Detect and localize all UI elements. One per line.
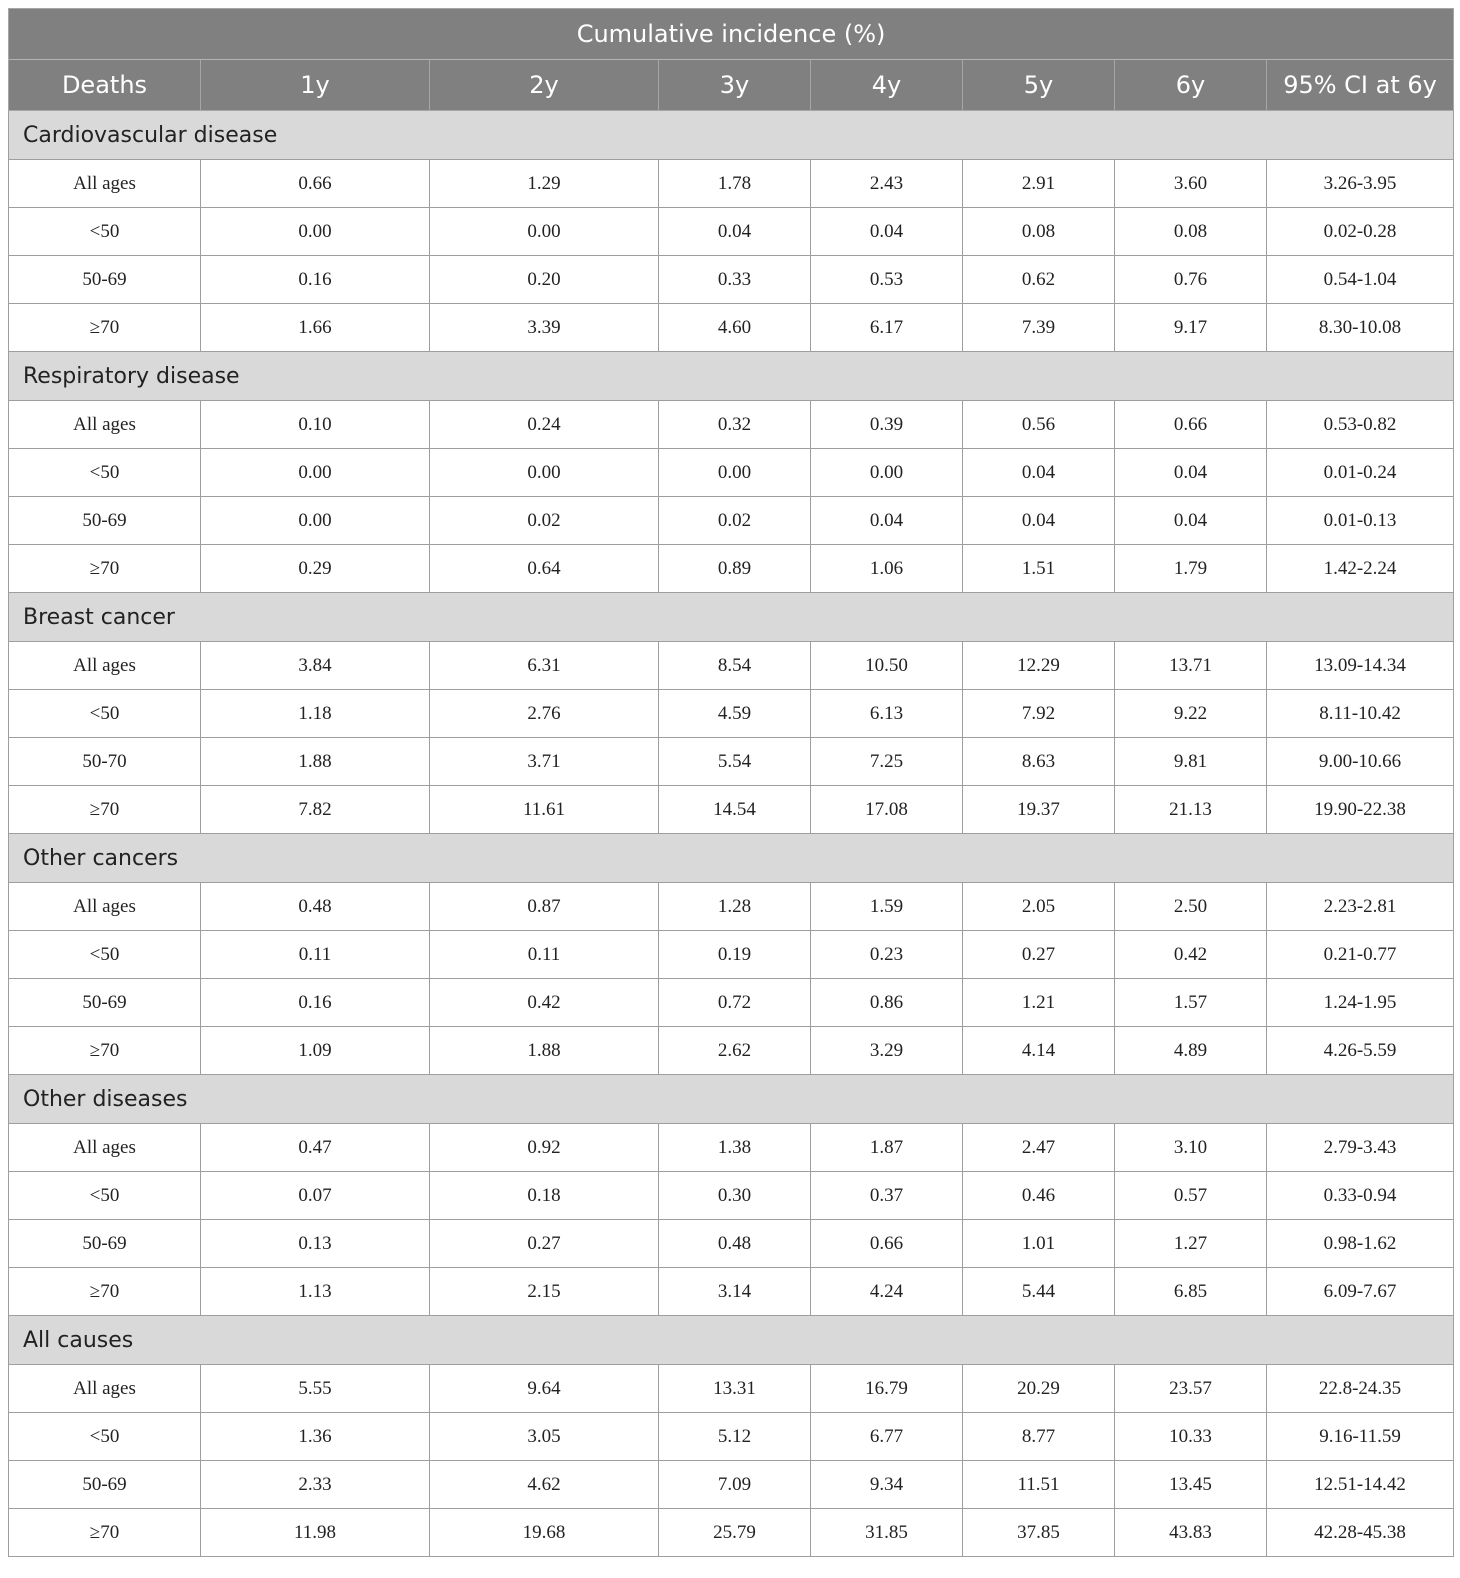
section-row bbox=[9, 111, 1454, 160]
age-group-cell: All ages bbox=[9, 1365, 201, 1413]
title-row bbox=[9, 9, 1454, 60]
value-3y-cell: 0.48 bbox=[659, 1220, 811, 1268]
header-3y: 3y bbox=[659, 60, 811, 111]
value-1y-cell: 0.10 bbox=[201, 401, 430, 449]
table-row bbox=[9, 1124, 1454, 1172]
value-4y-cell: 0.00 bbox=[811, 449, 963, 497]
table-row bbox=[9, 1172, 1454, 1220]
value-2y-cell: 0.00 bbox=[430, 449, 659, 497]
ci-6y-cell: 4.26-5.59 bbox=[1267, 1027, 1454, 1075]
value-3y-cell: 4.60 bbox=[659, 304, 811, 352]
value-4y-cell: 2.43 bbox=[811, 160, 963, 208]
ci-6y-cell: 0.33-0.94 bbox=[1267, 1172, 1454, 1220]
value-6y-cell: 1.57 bbox=[1115, 979, 1267, 1027]
table-row bbox=[9, 1413, 1454, 1461]
value-3y-cell: 0.30 bbox=[659, 1172, 811, 1220]
age-group-cell: 50-69 bbox=[9, 979, 201, 1027]
value-2y-cell: 3.39 bbox=[430, 304, 659, 352]
value-5y-cell: 1.21 bbox=[963, 979, 1115, 1027]
value-5y-cell: 2.47 bbox=[963, 1124, 1115, 1172]
table-container bbox=[8, 8, 1453, 1557]
header-row bbox=[9, 60, 1454, 111]
value-2y-cell: 0.11 bbox=[430, 931, 659, 979]
ci-6y-cell: 1.24-1.95 bbox=[1267, 979, 1454, 1027]
table-row bbox=[9, 642, 1454, 690]
value-1y-cell: 5.55 bbox=[201, 1365, 430, 1413]
ci-6y-cell: 42.28-45.38 bbox=[1267, 1509, 1454, 1557]
table-row bbox=[9, 401, 1454, 449]
value-1y-cell: 0.16 bbox=[201, 256, 430, 304]
ci-6y-cell: 22.8-24.35 bbox=[1267, 1365, 1454, 1413]
value-5y-cell: 1.51 bbox=[963, 545, 1115, 593]
age-group-cell: <50 bbox=[9, 1413, 201, 1461]
value-1y-cell: 0.00 bbox=[201, 208, 430, 256]
value-1y-cell: 0.00 bbox=[201, 449, 430, 497]
value-5y-cell: 0.46 bbox=[963, 1172, 1115, 1220]
value-6y-cell: 0.08 bbox=[1115, 208, 1267, 256]
value-5y-cell: 20.29 bbox=[963, 1365, 1115, 1413]
value-1y-cell: 2.33 bbox=[201, 1461, 430, 1509]
age-group-cell: <50 bbox=[9, 931, 201, 979]
table-row bbox=[9, 786, 1454, 834]
age-group-cell: ≥70 bbox=[9, 1509, 201, 1557]
value-6y-cell: 0.66 bbox=[1115, 401, 1267, 449]
value-2y-cell: 0.42 bbox=[430, 979, 659, 1027]
value-4y-cell: 1.59 bbox=[811, 883, 963, 931]
value-3y-cell: 7.09 bbox=[659, 1461, 811, 1509]
value-1y-cell: 1.88 bbox=[201, 738, 430, 786]
value-1y-cell: 0.07 bbox=[201, 1172, 430, 1220]
value-4y-cell: 1.87 bbox=[811, 1124, 963, 1172]
value-2y-cell: 0.00 bbox=[430, 208, 659, 256]
value-3y-cell: 5.12 bbox=[659, 1413, 811, 1461]
value-4y-cell: 0.53 bbox=[811, 256, 963, 304]
value-1y-cell: 0.13 bbox=[201, 1220, 430, 1268]
value-4y-cell: 1.06 bbox=[811, 545, 963, 593]
value-3y-cell: 14.54 bbox=[659, 786, 811, 834]
ci-6y-cell: 6.09-7.67 bbox=[1267, 1268, 1454, 1316]
value-4y-cell: 0.39 bbox=[811, 401, 963, 449]
value-6y-cell: 9.81 bbox=[1115, 738, 1267, 786]
value-1y-cell: 1.13 bbox=[201, 1268, 430, 1316]
value-4y-cell: 10.50 bbox=[811, 642, 963, 690]
ci-6y-cell: 8.11-10.42 bbox=[1267, 690, 1454, 738]
value-1y-cell: 1.09 bbox=[201, 1027, 430, 1075]
age-group-cell: <50 bbox=[9, 208, 201, 256]
table-row bbox=[9, 208, 1454, 256]
age-group-cell: 50-69 bbox=[9, 1220, 201, 1268]
ci-6y-cell: 0.01-0.24 bbox=[1267, 449, 1454, 497]
value-5y-cell: 0.04 bbox=[963, 449, 1115, 497]
section-row bbox=[9, 593, 1454, 642]
age-group-cell: ≥70 bbox=[9, 1268, 201, 1316]
ci-6y-cell: 2.23-2.81 bbox=[1267, 883, 1454, 931]
value-2y-cell: 3.05 bbox=[430, 1413, 659, 1461]
value-6y-cell: 0.42 bbox=[1115, 931, 1267, 979]
table-row bbox=[9, 256, 1454, 304]
value-5y-cell: 2.91 bbox=[963, 160, 1115, 208]
value-3y-cell: 0.33 bbox=[659, 256, 811, 304]
value-6y-cell: 0.57 bbox=[1115, 1172, 1267, 1220]
value-3y-cell: 3.14 bbox=[659, 1268, 811, 1316]
value-3y-cell: 0.02 bbox=[659, 497, 811, 545]
value-3y-cell: 0.72 bbox=[659, 979, 811, 1027]
value-2y-cell: 6.31 bbox=[430, 642, 659, 690]
value-5y-cell: 8.77 bbox=[963, 1413, 1115, 1461]
value-4y-cell: 0.66 bbox=[811, 1220, 963, 1268]
value-4y-cell: 4.24 bbox=[811, 1268, 963, 1316]
value-4y-cell: 0.04 bbox=[811, 208, 963, 256]
value-2y-cell: 1.88 bbox=[430, 1027, 659, 1075]
table-row bbox=[9, 979, 1454, 1027]
ci-6y-cell: 0.54-1.04 bbox=[1267, 256, 1454, 304]
ci-6y-cell: 2.79-3.43 bbox=[1267, 1124, 1454, 1172]
section-row bbox=[9, 834, 1454, 883]
value-2y-cell: 0.87 bbox=[430, 883, 659, 931]
value-5y-cell: 4.14 bbox=[963, 1027, 1115, 1075]
value-5y-cell: 8.63 bbox=[963, 738, 1115, 786]
value-6y-cell: 9.22 bbox=[1115, 690, 1267, 738]
value-1y-cell: 7.82 bbox=[201, 786, 430, 834]
value-2y-cell: 19.68 bbox=[430, 1509, 659, 1557]
value-2y-cell: 9.64 bbox=[430, 1365, 659, 1413]
value-3y-cell: 8.54 bbox=[659, 642, 811, 690]
value-1y-cell: 0.00 bbox=[201, 497, 430, 545]
age-group-cell: <50 bbox=[9, 1172, 201, 1220]
value-5y-cell: 0.56 bbox=[963, 401, 1115, 449]
value-6y-cell: 6.85 bbox=[1115, 1268, 1267, 1316]
section-title: Respiratory disease bbox=[9, 352, 1454, 401]
value-4y-cell: 17.08 bbox=[811, 786, 963, 834]
value-1y-cell: 0.11 bbox=[201, 931, 430, 979]
ci-6y-cell: 12.51-14.42 bbox=[1267, 1461, 1454, 1509]
value-3y-cell: 25.79 bbox=[659, 1509, 811, 1557]
age-group-cell: ≥70 bbox=[9, 545, 201, 593]
cumulative-incidence-table bbox=[8, 8, 1454, 1557]
table-row bbox=[9, 545, 1454, 593]
age-group-cell: ≥70 bbox=[9, 786, 201, 834]
value-3y-cell: 0.00 bbox=[659, 449, 811, 497]
value-2y-cell: 0.27 bbox=[430, 1220, 659, 1268]
value-6y-cell: 3.10 bbox=[1115, 1124, 1267, 1172]
value-5y-cell: 0.08 bbox=[963, 208, 1115, 256]
value-6y-cell: 1.79 bbox=[1115, 545, 1267, 593]
value-1y-cell: 1.66 bbox=[201, 304, 430, 352]
table-row bbox=[9, 1365, 1454, 1413]
value-2y-cell: 0.92 bbox=[430, 1124, 659, 1172]
value-6y-cell: 2.50 bbox=[1115, 883, 1267, 931]
value-3y-cell: 13.31 bbox=[659, 1365, 811, 1413]
age-group-cell: All ages bbox=[9, 160, 201, 208]
age-group-cell: <50 bbox=[9, 690, 201, 738]
value-3y-cell: 1.78 bbox=[659, 160, 811, 208]
value-4y-cell: 31.85 bbox=[811, 1509, 963, 1557]
section-title: Cardiovascular disease bbox=[9, 111, 1454, 160]
value-2y-cell: 0.02 bbox=[430, 497, 659, 545]
value-3y-cell: 5.54 bbox=[659, 738, 811, 786]
value-3y-cell: 1.38 bbox=[659, 1124, 811, 1172]
section-row bbox=[9, 1316, 1454, 1365]
table-body bbox=[9, 111, 1454, 1557]
value-2y-cell: 0.24 bbox=[430, 401, 659, 449]
value-6y-cell: 0.04 bbox=[1115, 449, 1267, 497]
value-5y-cell: 19.37 bbox=[963, 786, 1115, 834]
table-row bbox=[9, 160, 1454, 208]
value-5y-cell: 7.92 bbox=[963, 690, 1115, 738]
value-4y-cell: 7.25 bbox=[811, 738, 963, 786]
table-row bbox=[9, 1027, 1454, 1075]
value-4y-cell: 6.13 bbox=[811, 690, 963, 738]
age-group-cell: All ages bbox=[9, 883, 201, 931]
section-title: Other diseases bbox=[9, 1075, 1454, 1124]
section-row bbox=[9, 352, 1454, 401]
ci-6y-cell: 1.42-2.24 bbox=[1267, 545, 1454, 593]
value-1y-cell: 0.66 bbox=[201, 160, 430, 208]
value-3y-cell: 0.32 bbox=[659, 401, 811, 449]
header-6y: 6y bbox=[1115, 60, 1267, 111]
section-title: All causes bbox=[9, 1316, 1454, 1365]
header-5y: 5y bbox=[963, 60, 1115, 111]
value-5y-cell: 37.85 bbox=[963, 1509, 1115, 1557]
value-4y-cell: 16.79 bbox=[811, 1365, 963, 1413]
ci-6y-cell: 0.98-1.62 bbox=[1267, 1220, 1454, 1268]
age-group-cell: ≥70 bbox=[9, 1027, 201, 1075]
age-group-cell: 50-70 bbox=[9, 738, 201, 786]
value-6y-cell: 10.33 bbox=[1115, 1413, 1267, 1461]
value-6y-cell: 1.27 bbox=[1115, 1220, 1267, 1268]
value-1y-cell: 0.16 bbox=[201, 979, 430, 1027]
value-1y-cell: 0.48 bbox=[201, 883, 430, 931]
ci-6y-cell: 13.09-14.34 bbox=[1267, 642, 1454, 690]
ci-6y-cell: 3.26-3.95 bbox=[1267, 160, 1454, 208]
value-1y-cell: 0.47 bbox=[201, 1124, 430, 1172]
table-row bbox=[9, 304, 1454, 352]
header-4y: 4y bbox=[811, 60, 963, 111]
value-2y-cell: 0.64 bbox=[430, 545, 659, 593]
value-4y-cell: 0.23 bbox=[811, 931, 963, 979]
value-2y-cell: 1.29 bbox=[430, 160, 659, 208]
value-1y-cell: 0.29 bbox=[201, 545, 430, 593]
age-group-cell: All ages bbox=[9, 401, 201, 449]
value-5y-cell: 0.62 bbox=[963, 256, 1115, 304]
value-4y-cell: 3.29 bbox=[811, 1027, 963, 1075]
value-4y-cell: 0.86 bbox=[811, 979, 963, 1027]
value-5y-cell: 11.51 bbox=[963, 1461, 1115, 1509]
value-3y-cell: 0.19 bbox=[659, 931, 811, 979]
age-group-cell: All ages bbox=[9, 642, 201, 690]
header-deaths: Deaths bbox=[9, 60, 201, 111]
ci-6y-cell: 9.16-11.59 bbox=[1267, 1413, 1454, 1461]
value-5y-cell: 2.05 bbox=[963, 883, 1115, 931]
value-5y-cell: 0.04 bbox=[963, 497, 1115, 545]
value-6y-cell: 4.89 bbox=[1115, 1027, 1267, 1075]
value-5y-cell: 12.29 bbox=[963, 642, 1115, 690]
ci-6y-cell: 0.53-0.82 bbox=[1267, 401, 1454, 449]
header-ci-6y: 95% CI at 6y bbox=[1267, 60, 1454, 111]
table-title: Cumulative incidence (%) bbox=[9, 9, 1454, 60]
section-title: Breast cancer bbox=[9, 593, 1454, 642]
table-row bbox=[9, 883, 1454, 931]
value-1y-cell: 1.36 bbox=[201, 1413, 430, 1461]
value-2y-cell: 2.15 bbox=[430, 1268, 659, 1316]
value-3y-cell: 2.62 bbox=[659, 1027, 811, 1075]
value-2y-cell: 0.20 bbox=[430, 256, 659, 304]
ci-6y-cell: 8.30-10.08 bbox=[1267, 304, 1454, 352]
value-5y-cell: 0.27 bbox=[963, 931, 1115, 979]
age-group-cell: 50-69 bbox=[9, 1461, 201, 1509]
table-row bbox=[9, 497, 1454, 545]
value-1y-cell: 3.84 bbox=[201, 642, 430, 690]
table-row bbox=[9, 690, 1454, 738]
value-4y-cell: 0.04 bbox=[811, 497, 963, 545]
table-row bbox=[9, 449, 1454, 497]
ci-6y-cell: 0.01-0.13 bbox=[1267, 497, 1454, 545]
value-6y-cell: 9.17 bbox=[1115, 304, 1267, 352]
age-group-cell: 50-69 bbox=[9, 256, 201, 304]
value-2y-cell: 0.18 bbox=[430, 1172, 659, 1220]
value-6y-cell: 21.13 bbox=[1115, 786, 1267, 834]
section-title: Other cancers bbox=[9, 834, 1454, 883]
value-6y-cell: 13.71 bbox=[1115, 642, 1267, 690]
value-6y-cell: 13.45 bbox=[1115, 1461, 1267, 1509]
value-4y-cell: 6.77 bbox=[811, 1413, 963, 1461]
age-group-cell: All ages bbox=[9, 1124, 201, 1172]
value-3y-cell: 0.04 bbox=[659, 208, 811, 256]
value-1y-cell: 1.18 bbox=[201, 690, 430, 738]
value-6y-cell: 0.04 bbox=[1115, 497, 1267, 545]
value-4y-cell: 9.34 bbox=[811, 1461, 963, 1509]
value-2y-cell: 4.62 bbox=[430, 1461, 659, 1509]
value-3y-cell: 1.28 bbox=[659, 883, 811, 931]
age-group-cell: <50 bbox=[9, 449, 201, 497]
value-6y-cell: 43.83 bbox=[1115, 1509, 1267, 1557]
table-row bbox=[9, 1268, 1454, 1316]
age-group-cell: ≥70 bbox=[9, 304, 201, 352]
value-2y-cell: 2.76 bbox=[430, 690, 659, 738]
header-2y: 2y bbox=[430, 60, 659, 111]
value-6y-cell: 23.57 bbox=[1115, 1365, 1267, 1413]
value-4y-cell: 0.37 bbox=[811, 1172, 963, 1220]
value-5y-cell: 1.01 bbox=[963, 1220, 1115, 1268]
header-1y: 1y bbox=[201, 60, 430, 111]
table-row bbox=[9, 1461, 1454, 1509]
value-2y-cell: 11.61 bbox=[430, 786, 659, 834]
ci-6y-cell: 0.02-0.28 bbox=[1267, 208, 1454, 256]
ci-6y-cell: 9.00-10.66 bbox=[1267, 738, 1454, 786]
value-3y-cell: 0.89 bbox=[659, 545, 811, 593]
value-3y-cell: 4.59 bbox=[659, 690, 811, 738]
value-2y-cell: 3.71 bbox=[430, 738, 659, 786]
value-6y-cell: 0.76 bbox=[1115, 256, 1267, 304]
age-group-cell: 50-69 bbox=[9, 497, 201, 545]
section-row bbox=[9, 1075, 1454, 1124]
value-5y-cell: 5.44 bbox=[963, 1268, 1115, 1316]
value-5y-cell: 7.39 bbox=[963, 304, 1115, 352]
table-row bbox=[9, 931, 1454, 979]
ci-6y-cell: 19.90-22.38 bbox=[1267, 786, 1454, 834]
value-1y-cell: 11.98 bbox=[201, 1509, 430, 1557]
table-row bbox=[9, 738, 1454, 786]
value-4y-cell: 6.17 bbox=[811, 304, 963, 352]
table-row bbox=[9, 1509, 1454, 1557]
value-6y-cell: 3.60 bbox=[1115, 160, 1267, 208]
table-row bbox=[9, 1220, 1454, 1268]
ci-6y-cell: 0.21-0.77 bbox=[1267, 931, 1454, 979]
